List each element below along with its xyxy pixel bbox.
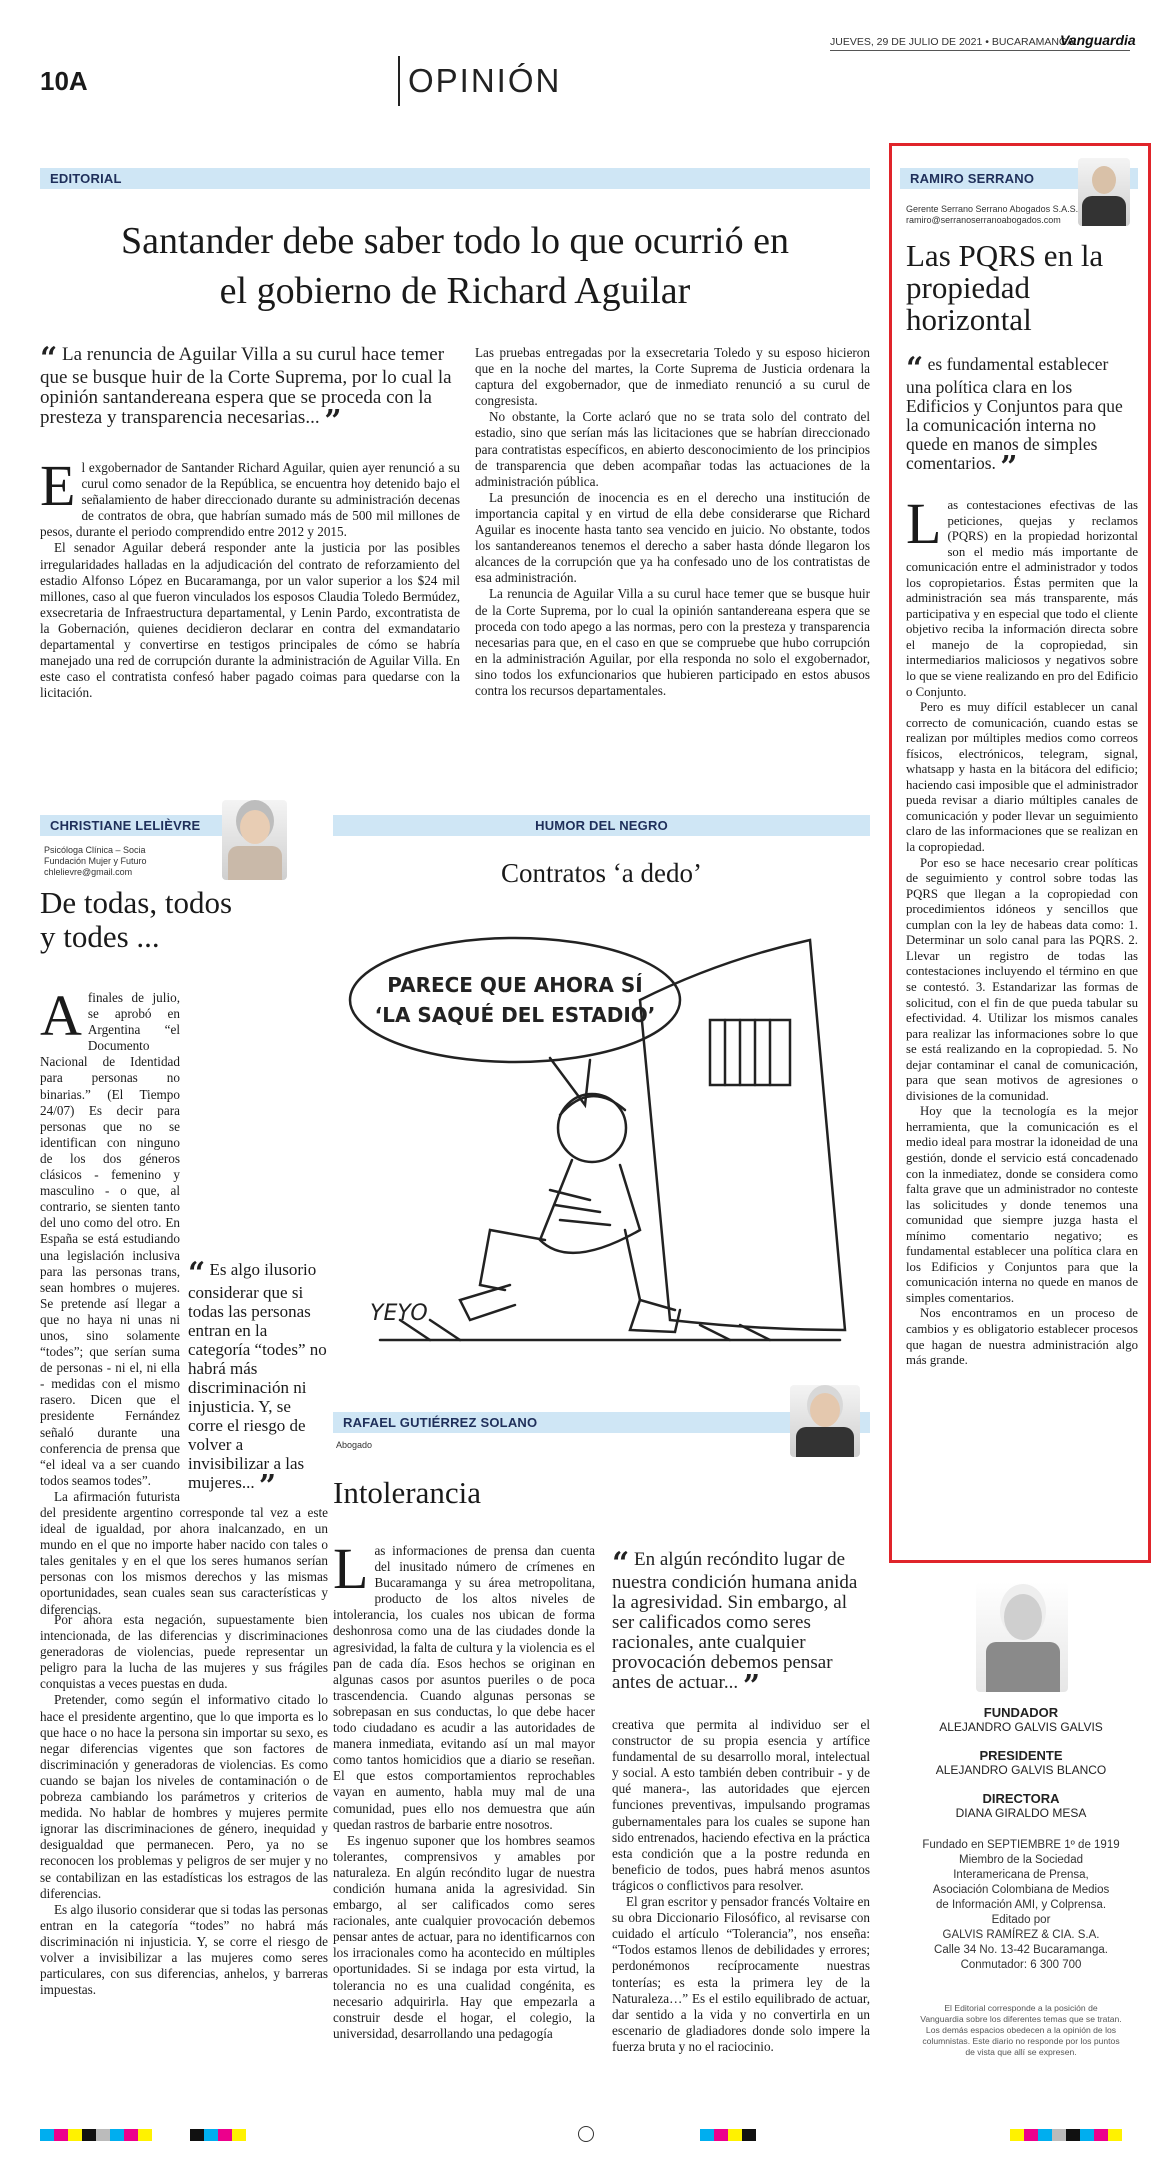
founder-portrait <box>976 1582 1068 1692</box>
editorial-col2-p1: Las pruebas entregadas por la exsecretaria Toledo y su esposo hicieron que en la noche del martes, la Corte Suprema de Justicia ordenara la captura del exgobernador, que de inmediato renunció a su curul de congresista. <box>475 345 870 409</box>
editorial-col1-p1: l exgobernador de Santander Richard Aguilar, quien ayer renunció a su curul como senador de la República, se encuentra hoy detenido bajo el señalamiento de haber direccionado durante su administración decenas de contratos de obra, que habrían sumado más de 500 mil millones de pesos, durante el periodo comprendido entre 2012 y 2015. <box>40 460 460 540</box>
lelievre-rest <box>40 1612 328 1998</box>
lelievre-band: CHRISTIANE LELIÈVRE <box>40 815 287 836</box>
gutierrez-role: Abogado <box>336 1440 373 1450</box>
info-line: de Información AMI, y Colprensa. <box>935 1899 1107 1911</box>
info-line: Asociación Colombiana de Medios <box>932 1884 1110 1896</box>
open-quote-icon: “ <box>188 1256 206 1291</box>
close-quote-icon: ” <box>324 404 342 439</box>
lelievre-role2: Fundación Mujer y Futuro <box>44 856 147 866</box>
gutierrez-band: RAFAEL GUTIÉRREZ SOLANO <box>333 1412 870 1433</box>
info-line: Conmutador: 6 300 700 <box>960 1959 1082 1971</box>
serrano-email: ramiro@serranoserranoabogados.com <box>906 215 1061 225</box>
gutierrez-col2-p2: El gran escritor y pensador francés Voltaire en su obra Diccionario Filosófico, al revisarse con cuidado el artículo “Tolerancia”, nos enseña: “Todos estamos llenos de debilidades y errores; perdonémonos recíprocamente nuestras tonterías; es esta la primera ley de la Naturaleza…” Es el estilo equilibrado de actuar, dar sentido a la vida y no convertirla en un escenario de gladiadores donde solo impere la fuerza bruta y no el raciocinio. <box>612 1894 870 2054</box>
cartoon-signature: YEYO <box>370 1301 428 1326</box>
gutierrez-photo <box>790 1385 860 1457</box>
lelievre-p1: finales de julio, se aprobó en Argentina “el Documento Nacional de Identidad para personas no binarias.” (El Tiempo 24/07) Es decir para personas que no se identifican con ninguno de los dos géneros clásicos - femenino y masculino - o que, al contrario, se sienten tanto del uno como del otro. En España se está estudiando una legislación inclusiva para las personas trans, sean hombres o mujeres. Se pretende así llegar a que no haya ni unas ni unos, sino solamente “todes”; que serían suma de personas - ni el, ni ella - medidas con el mismo rasero. Dicen que el presidente Fernández señaló durante una conferencia de prensa que “el ideal va a ser cuando todos seamos todes”. <box>40 990 180 1488</box>
gutierrez-col1-p1: as informaciones de prensa dan cuenta del inusitado número de crímenes en Bucaramanga y su área metropolitana, producto de los altos niveles de intolerancia, los cuales nos ubican de forma deshonrosa como una de las ciudades donde la agresividad, la falta de cultura y la violencia es el pan de cada día. Esos hechos se originan en algunas casos por asuntos pueriles o de poca trascendencia. Cuando algunas personas se sobrepasan en sus conductas, lo que debe hacer todo ciudadano es acudir a las autoridades de manera inmediata, evitando así un mal mayor como tantos homicidios que a diario se reseñan. El que estos comportamientos reprochables vayan en aumento, habla muy mal de una comunidad, pues ello nos demuestra que aún quedan rastros de barbarie entre nosotros. <box>333 1543 595 1832</box>
lelievre-drop-cap: A <box>40 983 82 1048</box>
page-number: 10A <box>40 66 88 96</box>
disclaimer-line: Los demás espacios obedecen a la opinión de los <box>925 2025 1117 2035</box>
info-line: Editado por <box>991 1914 1051 1926</box>
editorial-title-line1: Santander debe saber todo lo que ocurrió en <box>121 220 789 262</box>
cartoon-band <box>333 815 870 836</box>
serrano-title: Las PQRS en la propiedad horizontal <box>906 238 1104 337</box>
president-name: ALEJANDRO GALVIS BLANCO <box>935 1763 1107 1777</box>
serrano-role: Gerente Serrano Serrano Abogados S.A.S. <box>906 204 1079 214</box>
lelievre-inset-quote <box>188 1256 328 1504</box>
serrano-p1: as contestaciones efectivas de las peticiones, quejas y reclamos (PQRS) en la propiedad horizontal son el medio más importante de comunicación entre el administrador y todos los copropietarios. Éstas permiten que la administración sea más transparente, más participativa y en especial que todo el cliente objetivo reciba la información directa sobre el manejo de la copropiedad, sin intermediarios maliciosos y negativos sobre lo que se viene realizando en pro del Edificio o Conjunto. <box>906 498 1138 699</box>
lelievre-email: chlelievre@gmail.com <box>44 867 133 877</box>
editorial-column-2 <box>475 345 870 699</box>
registration-mark-icon <box>578 2126 594 2142</box>
bubble-line2: ‘LA SAQUÉ DEL ESTADIO’ <box>374 1003 656 1027</box>
color-bar-right <box>700 2128 756 2140</box>
open-quote-icon: “ <box>906 351 924 386</box>
section-title: OPINIÓN <box>408 62 562 99</box>
serrano-band: RAMIRO SERRANO <box>900 168 1138 189</box>
masthead-disclaimer <box>890 2003 1152 2058</box>
gutierrez-col1-p2: Es ingenuo suponer que los hombres seamos tolerantes, comprensivos y amables por naturaleza. En algún recóndito lugar de nuestra condición humana anida la agresividad. Sin embargo, al ser calificados como seres racionales, ante cualquier provocación debemos pensar antes de actuar, para no identificarnos con los irracionales como ha acontecido en múltiples oportunidades. Si se indaga por esta virtud, la tolerancia no es una cualidad congénita, es necesario adquirirla. Hay que empezarla a construir desde el hogar, el colegio, la universidad, desarrollando una pedagogía <box>333 1832 595 2041</box>
header-rule <box>830 50 1130 51</box>
brand-logo: Vanguardia <box>1060 32 1136 48</box>
info-line: Calle 34 No. 13-42 Bucaramanga. <box>934 1944 1108 1956</box>
color-bar-left-2 <box>190 2128 246 2140</box>
bubble-line1: PARECE QUE AHORA SÍ <box>387 973 643 997</box>
masthead <box>890 1705 1152 2058</box>
dateline: JUEVES, 29 DE JULIO DE 2021 • BUCARAMANGA <box>830 36 1075 48</box>
lelievre-role1: Psicóloga Clínica – Socia <box>44 845 146 855</box>
editorial-col2-p2: No obstante, la Corte aclaró que no se trata solo del contrato del estadio, sino que serían más las licitaciones que se habrían direccionado para contratistas específicos, en abierto desconocimiento de los principios de transparencia que deben acompañar todas las actuaciones de la administración pública. <box>475 409 870 489</box>
gutierrez-pull-text: En algún recóndito lugar de nuestra condición humana anida la agresividad. Sin embargo, al ser calificados como seres racionales, ante cualquier provocación debemos pensar antes de actuar... <box>612 1549 858 1693</box>
serrano-p3: Por eso se hace necesario crear políticas de seguimiento y control sobre todas las PQRS que llegan a la copropiedad con procedimientos idóneos y sencillos que cumplan con la ley de habeas data como: 1. Determinar un solo canal para las PQRS. 2. Llevar un registro de todas las contestaciones incluyendo el término en que se contestó. 3. Estandarizar las formas de solicitud, con el fin de que pueda tabular su efectividad. 4. Utilizar los mismos canales para realizar las informaciones sobre lo que se está realizando en la copropiedad. 5. No dejar contaminar el canal de comunicación, para que sean motivos de agresiones o divisiones de la comunidad. <box>906 855 1138 1103</box>
info-line: GALVIS RAMÍREZ & CIA. S.A. <box>942 1929 1100 1941</box>
info-line: Miembro de la Sociedad <box>958 1854 1083 1866</box>
editorial-col1-p2: El senador Aguilar deberá responder ante la justicia por las posibles irregularidades halladas en la adjudicación del contrato de reforzamiento del estadio Alfonso López en Bucaramanga, por un valor superior a los $24 mil millones, caso al que fueron vinculados los esposos Claudia Toledo Bermúdez, exsecretaria de Infraestructura departamental, y Lenin Pardo, excontratista de la Gobernación, quienes decidieron declarar en contra del exmandatario departamental y convertirse en testigos principales de cómo se habría manejado una red de corrupción durante la administración de Aguilar Villa. En este caso el contratista confesó haber pagado coimas para quedarse con la licitación. <box>40 540 460 701</box>
cartoon-drawing <box>340 900 860 1370</box>
info-line: Fundado en SEPTIEMBRE 1º de 1919 <box>922 1839 1120 1851</box>
lelievre-p5: Es algo ilusorio considerar que si todas las personas entran en la categoría “todes” no habrá más discriminación ni injusticia. Y, se corre el riesgo de volver a invisibilizar a las mujeres como seres particulares, con sus diferencias, anhelos, y barreras impuestas. <box>40 1901 328 1998</box>
lelievre-title-line1: De todas, todos <box>40 885 233 920</box>
gutierrez-col2-p1: creativa que permita al individuo ser el constructor de su propia esencia y artífice fundamental de su desarrollo moral, intelectual y social. A esto también deben contribuir - y de qué manera-, las autoridades que ejercen funciones preventivas, impulsando programas gubernamentales para los cuales se supone han sido entrenados, haciendo efectiva en la práctica esta condición que a la postre redunda en beneficio de todos, pues habrá menos asuntos trágicos o conflictivos para resolver. <box>612 1717 870 1893</box>
serrano-body <box>906 491 1138 1369</box>
editorial-col2-p3: La presunción de inocencia es en el derecho una institución de importancia capital y en virtud de ella debe considerarse que Richard Aguilar es inocente hasta tanto sea vencido en juicio. No obstante, todos los santandereanos tenemos el derecho a saber hasta dónde llegaron los alcances de la corrupción que ya ha confesado uno de los contratistas de esa administración. <box>475 489 870 586</box>
serrano-p2: Pero es muy difícil establecer un canal correcto de comunicación, cuando estas se realizan por múltiples medios como correos físicos, electrónicos, telegram, signal, whatsapp y hasta en la bitácora del edificio; haciendo casi imposible que el administrador pueda revisar a diario múltiples canales de comunicación y poder llevar un seguimiento claro de las informaciones que se realizan en la copropiedad. <box>906 700 1138 855</box>
lelievre-p4: Pretender, como según el informativo citado lo hace el presidente argentino, que lo que importa es lo que hace o no hace la persona sin importar su sexo, es negar diferencias vigentes que son factores de discriminación y generadoras de violencias. Es como cuando se bajan los niveles de contaminación o de pobreza cambiando los parámetros y criterios de medida. No hablar de hombres y mujeres permite ignorar las discriminaciones de género, inequidad y desigualdad que permanecen. Pero, ya no se reconocen los problemas y peligros de ser mujer y no se contabilizan en las estadísticas los estragos de las diferencias. <box>40 1692 328 1901</box>
editorial-pull-text: La renuncia de Aguilar Villa a su curul hace temer que se busque huir de la Corte Suprema, por lo cual la opinión santandereana espera que se proceda con la presteza y transparencia necesarias... <box>40 344 452 428</box>
lelievre-title <box>40 886 232 954</box>
header-divider <box>398 56 400 106</box>
close-quote-icon: ” <box>1000 450 1018 485</box>
close-quote-icon: ” <box>742 1669 761 1704</box>
serrano-p5: Nos encontramos en un proceso de cambios y es obligatorio establecer procesos que hagan de nuestra administración algo más grande. <box>906 1306 1138 1368</box>
lelievre-pull-text: Es algo ilusorio considerar que si todas las personas entran en la categoría “todes” no habrá más discriminación ni injusticia. Y, se corre el riesgo de volver a invisibilizar a las mujeres... <box>188 1260 327 1492</box>
serrano-pull-text: es fundamental establecer una política clara en los Edificios y Conjuntos para que la comunicación interna no quede en manos de simples comentarios. <box>906 354 1123 473</box>
cartoon-illustration <box>340 900 860 1370</box>
founder-label: FUNDADOR <box>983 1705 1059 1720</box>
cartoon-band-label: HUMOR DEL NEGRO <box>535 818 668 833</box>
editorial-col2-p4: La renuncia de Aguilar Villa a su curul hace temer que se busque huir de la Corte Suprema, por lo cual la opinión santandereana espera que se proceda con todo apego a las normas, pero con la presteza y transparencia necesarias para que, en el caso en que se compruebe que hubo corrupción en la administración Aguilar, por ella responda no solo el exgobernador, sino todos los exfuncionarios que hubieren participado en estos abusos contra los recursos departamentales. <box>475 586 870 698</box>
lelievre-title-line2: y todes ... <box>40 919 160 954</box>
disclaimer-line: de vista que allí se expresen. <box>965 2047 1077 2057</box>
editorial-title-line2: el gobierno de Richard Aguilar <box>219 270 691 312</box>
serrano-pull-quote <box>906 351 1138 485</box>
serrano-photo <box>1078 158 1130 226</box>
president-label: PRESIDENTE <box>979 1748 1063 1763</box>
open-quote-icon: “ <box>40 341 58 376</box>
editorial-band: EDITORIAL <box>40 168 870 189</box>
gutierrez-pull-quote <box>612 1546 870 1704</box>
color-bar-left <box>40 2128 152 2140</box>
editorial-drop-cap: E <box>40 453 76 518</box>
color-bar-right-2 <box>1010 2128 1122 2140</box>
gutierrez-column-2 <box>612 1717 870 2055</box>
cartoon-title: Contratos ‘a dedo’ <box>501 858 702 888</box>
director-name: DIANA GIRALDO MESA <box>955 1806 1087 1820</box>
director-label: DIRECTORA <box>982 1791 1060 1806</box>
editorial-title <box>40 216 870 316</box>
open-quote-icon: “ <box>612 1546 630 1581</box>
lelievre-wrap-text <box>40 983 328 1618</box>
editorial-pull-quote <box>40 341 460 439</box>
founder-name: ALEJANDRO GALVIS GALVIS <box>939 1720 1103 1734</box>
gutierrez-column-1 <box>333 1536 595 2042</box>
disclaimer-line: El Editorial corresponde a la posición de <box>944 2003 1098 2013</box>
lelievre-p3: Por ahora esta negación, supuestamente bien intencionada, de las diferencias y discriminaciones generadoras de violencias, puede representar un peligro para la lucha de las mujeres y sus frágiles conquistas a veces puestas en duda. <box>40 1612 328 1692</box>
masthead-info <box>890 1838 1152 1973</box>
editorial-column-1 <box>40 453 460 701</box>
close-quote-icon: ” <box>258 1469 277 1504</box>
serrano-p4: Hoy que la tecnología es la mejor herramienta, que la comunicación es el medio ideal para mostrar la idoneidad de una gestión, donde el servicio está concadenado con la inmediatez, donde se considera como falta grave que un administrador no conteste las solicitudes y donde tenemos una comunidad que siempre juzga hasta el mínimo comentario negativo; es fundamental establecer una política clara en los Edificios y Conjuntos para que la comunicación interna no quede en manos de simples comentarios. <box>906 1104 1138 1305</box>
disclaimer-line: columnistas. Este diario no responde por los puntos <box>922 2036 1120 2046</box>
gutierrez-drop-cap: L <box>333 1536 369 1601</box>
serrano-drop-cap: L <box>906 491 942 556</box>
gutierrez-title: Intolerancia <box>333 1475 482 1510</box>
lelievre-photo <box>222 800 287 880</box>
info-line: Interamericana de Prensa, <box>953 1869 1089 1881</box>
disclaimer-line: Vanguardia sobre los diferentes temas que se tratan. <box>920 2014 1122 2024</box>
lelievre-p2: La afirmación futurista del presidente argentino corresponde tal vez a este ideal de igualdad, por ahora inalcanzado, en un mundo en el que no importe haber nacido con tales o tales genitales y en el que los seres humanos serían personas con los mismos derechos y las mismas oportunidades, sean cuales sean sus características y diferencias. <box>40 1488 328 1617</box>
